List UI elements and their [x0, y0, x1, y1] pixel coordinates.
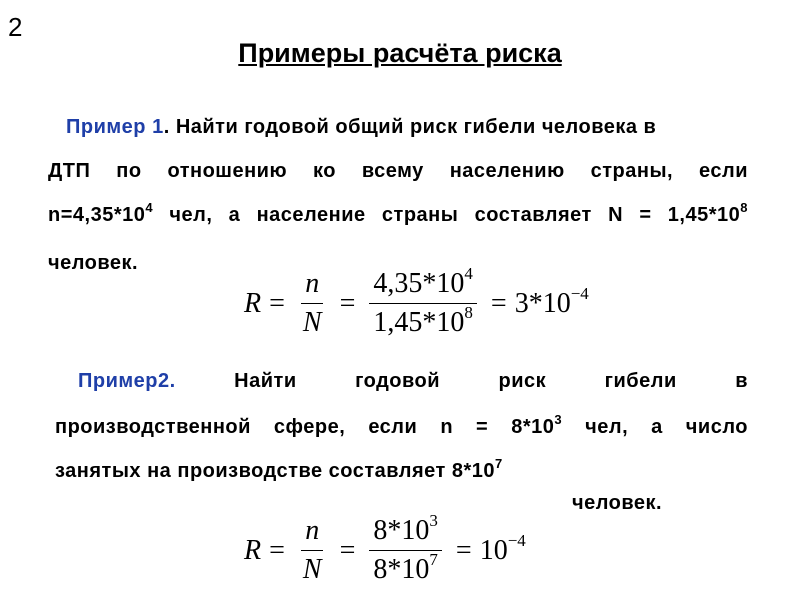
- example2-label: Пример2.: [78, 370, 176, 392]
- formula1-result-mantissa: 3*10: [514, 287, 571, 319]
- formula1-frac2-den-mantissa: 1,45*10: [373, 307, 465, 338]
- formula1-frac2: [369, 264, 477, 339]
- formula2-frac2-den-exponent: 7: [429, 550, 438, 569]
- example2-line4: человек.: [572, 492, 663, 514]
- example1-n-exponent: 4: [145, 200, 154, 215]
- formula2-frac1: [299, 515, 326, 586]
- formula1-lhs: R: [244, 287, 262, 319]
- formula1-frac2-num-mantissa: 4,35*10: [373, 268, 465, 299]
- formula1-frac2-den: [369, 304, 477, 339]
- formula2-frac2: [369, 511, 442, 586]
- formula1-frac1: [299, 268, 326, 339]
- formula2-frac1-num: n: [301, 515, 323, 551]
- formula2-frac2-num-mantissa: 8*10: [373, 515, 430, 546]
- formula2-frac1-den: N: [302, 554, 322, 585]
- formula2-eq2: =: [339, 534, 356, 566]
- slide-number: 2: [8, 12, 23, 42]
- formula2-frac2-den: [369, 551, 442, 586]
- formula2-frac2-num: [369, 511, 442, 551]
- formula1-frac2-den-exponent: 8: [464, 303, 473, 322]
- example2-line2: [55, 406, 748, 448]
- example1-label-dot: .: [163, 116, 170, 138]
- example2-employed-exponent: 7: [495, 456, 503, 471]
- example1-line4: человек.: [48, 252, 139, 274]
- example2-n-value: производственной сфере, если n = 8*10: [55, 416, 555, 438]
- formula1-frac2-num: [369, 264, 477, 304]
- page-title: Примеры расчёта риска: [238, 38, 562, 68]
- formula2-eq1: =: [269, 534, 285, 566]
- example2-formula: [244, 511, 526, 586]
- example2-line1: [78, 360, 748, 402]
- example1-label: Пример 1: [66, 116, 164, 138]
- example2-line3: [55, 450, 503, 492]
- formula2-frac2-den-mantissa: 8*10: [373, 554, 430, 585]
- formula1-frac1-num: n: [301, 268, 323, 304]
- formula1-eq1: =: [269, 287, 285, 319]
- formula2-eq3: =: [455, 534, 472, 566]
- formula2-result: [479, 530, 526, 567]
- formula1-frac1-den: N: [302, 307, 322, 338]
- formula1-result: [514, 283, 589, 320]
- formula1-eq3: =: [490, 287, 507, 319]
- formula2-result-exponent: −4: [507, 530, 526, 550]
- example1-n-value: n=4,35*10: [48, 204, 146, 226]
- formula1-result-exponent: −4: [570, 283, 589, 303]
- formula2-frac2-num-exponent: 3: [429, 511, 438, 530]
- example1-population-text: чел, а население страны составляет N = 1,45*10: [153, 204, 741, 226]
- example1-line1: [66, 106, 748, 148]
- example2-employed-text: занятых на производстве составляет 8*10: [55, 460, 496, 482]
- formula1-frac2-num-exponent: 4: [464, 264, 473, 283]
- example1-line2: ДТП по отношению ко всему населению страны, если: [48, 160, 748, 182]
- example2-line2-tail: чел, а число: [562, 416, 748, 438]
- example1-line3: [48, 194, 748, 236]
- formula2-lhs: R: [244, 534, 262, 566]
- example1-formula: [244, 264, 589, 339]
- example2-n-exponent: 3: [554, 412, 563, 427]
- example1-population-exponent: 8: [740, 200, 748, 215]
- formula1-eq2: =: [339, 287, 356, 319]
- example1-line1-text: Найти годовой общий риск гибели человека в: [169, 116, 657, 138]
- example2-line1-text: Найти годовой риск гибели в: [234, 370, 748, 392]
- formula2-result-mantissa: 10: [479, 534, 508, 566]
